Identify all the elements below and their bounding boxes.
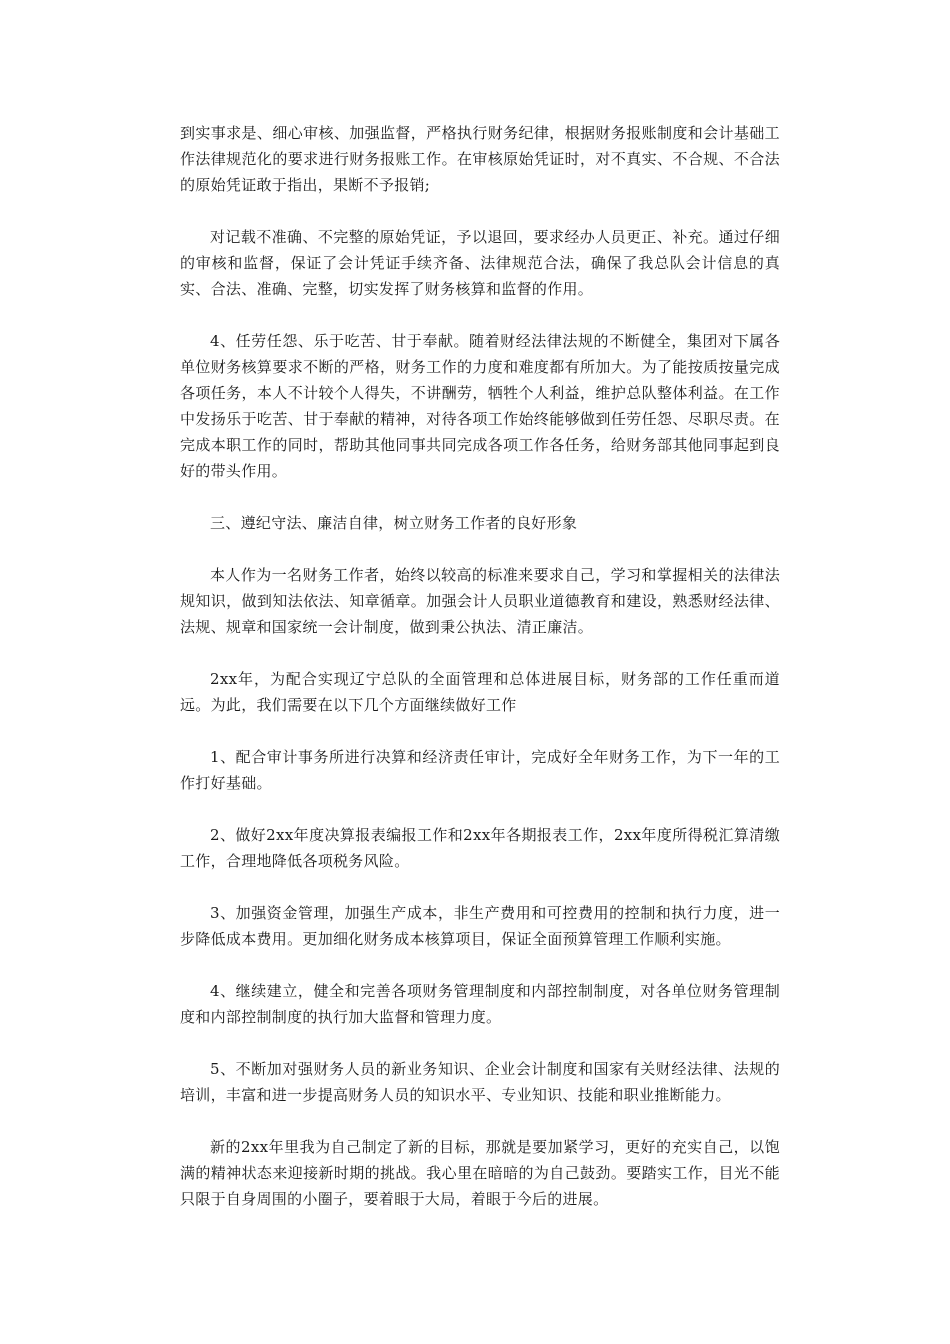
paragraph-6: 2xx年，为配合实现辽宁总队的全面管理和总体进展目标，财务部的工作任重而道远。为此，我们需要在以下几个方面继续做好工作 [180,670,780,714]
paragraph-closing: 新的2xx年里我为自己制定了新的目标，那就是要加紧学习，更好的充实自己，以饱满的精神状态来迎接新时期的挑战。我心里在暗暗的为自己鼓劲。要踏实工作，目光不能只限于自身周围的小圈子，要着眼于大局，着眼于今后的进展。 [180,1138,780,1208]
section-heading: 三、遵纪守法、廉洁自律，树立财务工作者的良好形象 [210,514,578,532]
list-item-2: 2、做好2xx年度决算报表编报工作和2xx年各期报表工作，2xx年度所得税汇算清缴工作，合理地降低各项税务风险。 [180,826,780,870]
list-item-3: 3、加强资金管理，加强生产成本，非生产费用和可控费用的控制和执行力度，进一步降低成本费用。更加细化财务成本核算项目，保证全面预算管理工作顺利实施。 [180,904,780,948]
list-item-4: 4、继续建立，健全和完善各项财务管理制度和内部控制制度，对各单位财务管理制度和内部控制制度的执行加大监督和管理力度。 [180,982,780,1026]
paragraph-2: 对记载不准确、不完整的原始凭证，予以退回，要求经办人员更正、补充。通过仔细的审核和监督，保证了会计凭证手续齐备、法律规范合法，确保了我总队会计信息的真实、合法、准确、完整，切实发挥了财务核算和监督的作用。 [180,228,780,298]
paragraph-3: 4、任劳任怨、乐于吃苦、甘于奉献。随着财经法律法规的不断健全，集团对下属各单位财务核算要求不断的严格，财务工作的力度和难度都有所加大。为了能按质按量完成各项任务，本人不计较个人得失，不讲酬劳，牺牲个人利益，维护总队整体利益。在工作中发扬乐于吃苦、甘于奉献的精神，对待各项工作始终能够做到任劳任怨、尽职尽责。在完成本职工作的同时，帮助其他同事共同完成各项工作各任务，给财务部其他同事起到良好的带头作用。 [180,332,780,480]
paragraph-1: 到实事求是、细心审核、加强监督，严格执行财务纪律，根据财务报账制度和会计基础工作法律规范化的要求进行财务报账工作。在审核原始凭证时，对不真实、不合规、不合法的原始凭证敢于指出，果断不予报销; [180,124,780,194]
paragraph-5: 本人作为一名财务工作者，始终以较高的标准来要求自己，学习和掌握相关的法律法规知识，做到知法依法、知章循章。加强会计人员职业道德教育和建设，熟悉财经法律、法规、规章和国家统一会计制度，做到秉公执法、清正廉洁。 [180,566,780,636]
document-body [180,120,780,1238]
list-item-5: 5、不断加对强财务人员的新业务知识、企业会计制度和国家有关财经法律、法规的培训，丰富和进一步提高财务人员的知识水平、专业知识、技能和职业推断能力。 [180,1060,780,1104]
list-item-1: 1、配合审计事务所进行决算和经济责任审计，完成好全年财务工作，为下一年的工作打好基础。 [180,748,780,792]
